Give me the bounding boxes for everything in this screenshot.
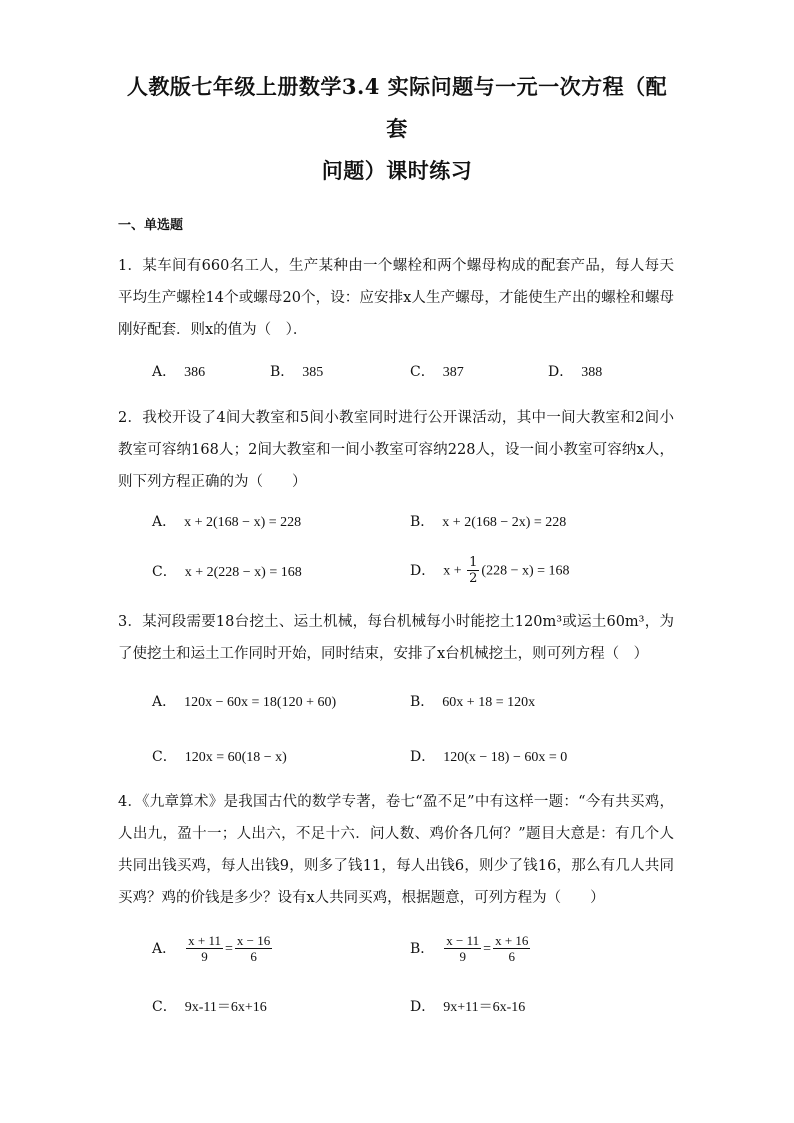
question-4-option-b[interactable]: B． $\frac{x - 11}{9}$ = $\frac{x + 16}{6}$ [410, 933, 529, 964]
section-heading: 一、单选题 [118, 218, 184, 233]
fraction-right: $\frac{x - 16}{6}$ [236, 933, 271, 964]
fraction-one-half: $\frac{1}{2}$ [469, 555, 478, 586]
question-2-option-b[interactable]: B． x + 2(168 − 2x) = 228 [410, 514, 567, 530]
question-2-option-c[interactable]: C． x + 2(228 − x) = 168 [152, 564, 302, 580]
question-2-text: 2．我校开设了4间大教室和5间小教室同时进行公开课活动，其中一间大教室和2间小教室可容纳168人；2间大教室和一间小教室可容纳228人，设一间小教室可容纳x人，则下列方程正确的为（ ） [118, 410, 674, 490]
question-1-option-d[interactable]: D． 388 [548, 364, 603, 380]
question-1-text: 1．某车间有660名工人，生产某种由一个螺栓和两个螺母构成的配套产品，每人每天平均生产螺栓14个或螺母20个，设：应安排x人生产螺母，才能使生产出的螺栓和螺母刚好配套．则x的值为（ ）． [118, 258, 674, 338]
question-3-text: 3．某河段需要18台挖土、运土机械，每台机械每小时能挖土120m³或运土60m³，为了使挖土和运土工作同时开始，同时结束，安排了x台机械挖土，则可列方程（ ） [118, 614, 674, 662]
question-4-option-d[interactable]: D． 9x+11＝6x-16 [410, 999, 526, 1015]
title-line-2: 问题）课时练习 [321, 158, 473, 183]
fraction-left: $\frac{x + 11}{9}$ [188, 933, 221, 964]
question-1-option-c[interactable]: C． 387 [410, 364, 464, 380]
question-4-option-c[interactable]: C． 9x-11＝6x+16 [152, 999, 267, 1015]
question-4-option-a[interactable]: A． $\frac{x + 11}{9}$ = $\frac{x - 16}{6}$ [152, 933, 271, 964]
question-4-text: 4．《九章算术》是我国古代的数学专著，卷七“盈不足”中有这样一题：“今有共买鸡，人出九，盈十一；人出六，不足十六．问人数、鸡价各几何？”题目大意是：有几个人共同出钱买鸡，每人出钱9，则多了钱11，每人出钱6，则少了钱16，那么有几人共同买鸡？鸡的价钱是多少？设有x人共同买鸡，根据题意，可列方程为（ ） [118, 794, 674, 906]
title-line-1: 人教版七年级上册数学3.4 实际问题与一元一次方程（配套 [126, 74, 668, 141]
question-3-option-d[interactable]: D． 120(x − 18) − 60x = 0 [410, 749, 568, 765]
question-2-option-d[interactable]: D． x + $\frac{1}{2}$ (228 − x) = 168 [410, 555, 570, 586]
fraction-left: $\frac{x - 11}{9}$ [446, 933, 480, 964]
fraction-right: $\frac{x + 16}{6}$ [495, 933, 529, 964]
question-2-option-a[interactable]: A． x + 2(168 − x) = 228 [152, 514, 302, 530]
question-1-option-b[interactable]: B． 385 [270, 364, 324, 380]
question-3-option-b[interactable]: B． 60x + 18 = 120x [410, 694, 536, 710]
question-1-option-a[interactable]: A． 386 [152, 364, 206, 380]
question-3-option-c[interactable]: C． 120x = 60(18 − x) [152, 749, 287, 765]
question-3-option-a[interactable]: A． 120x − 60x = 18(120 + 60) [152, 694, 337, 710]
document-title [120, 66, 674, 192]
